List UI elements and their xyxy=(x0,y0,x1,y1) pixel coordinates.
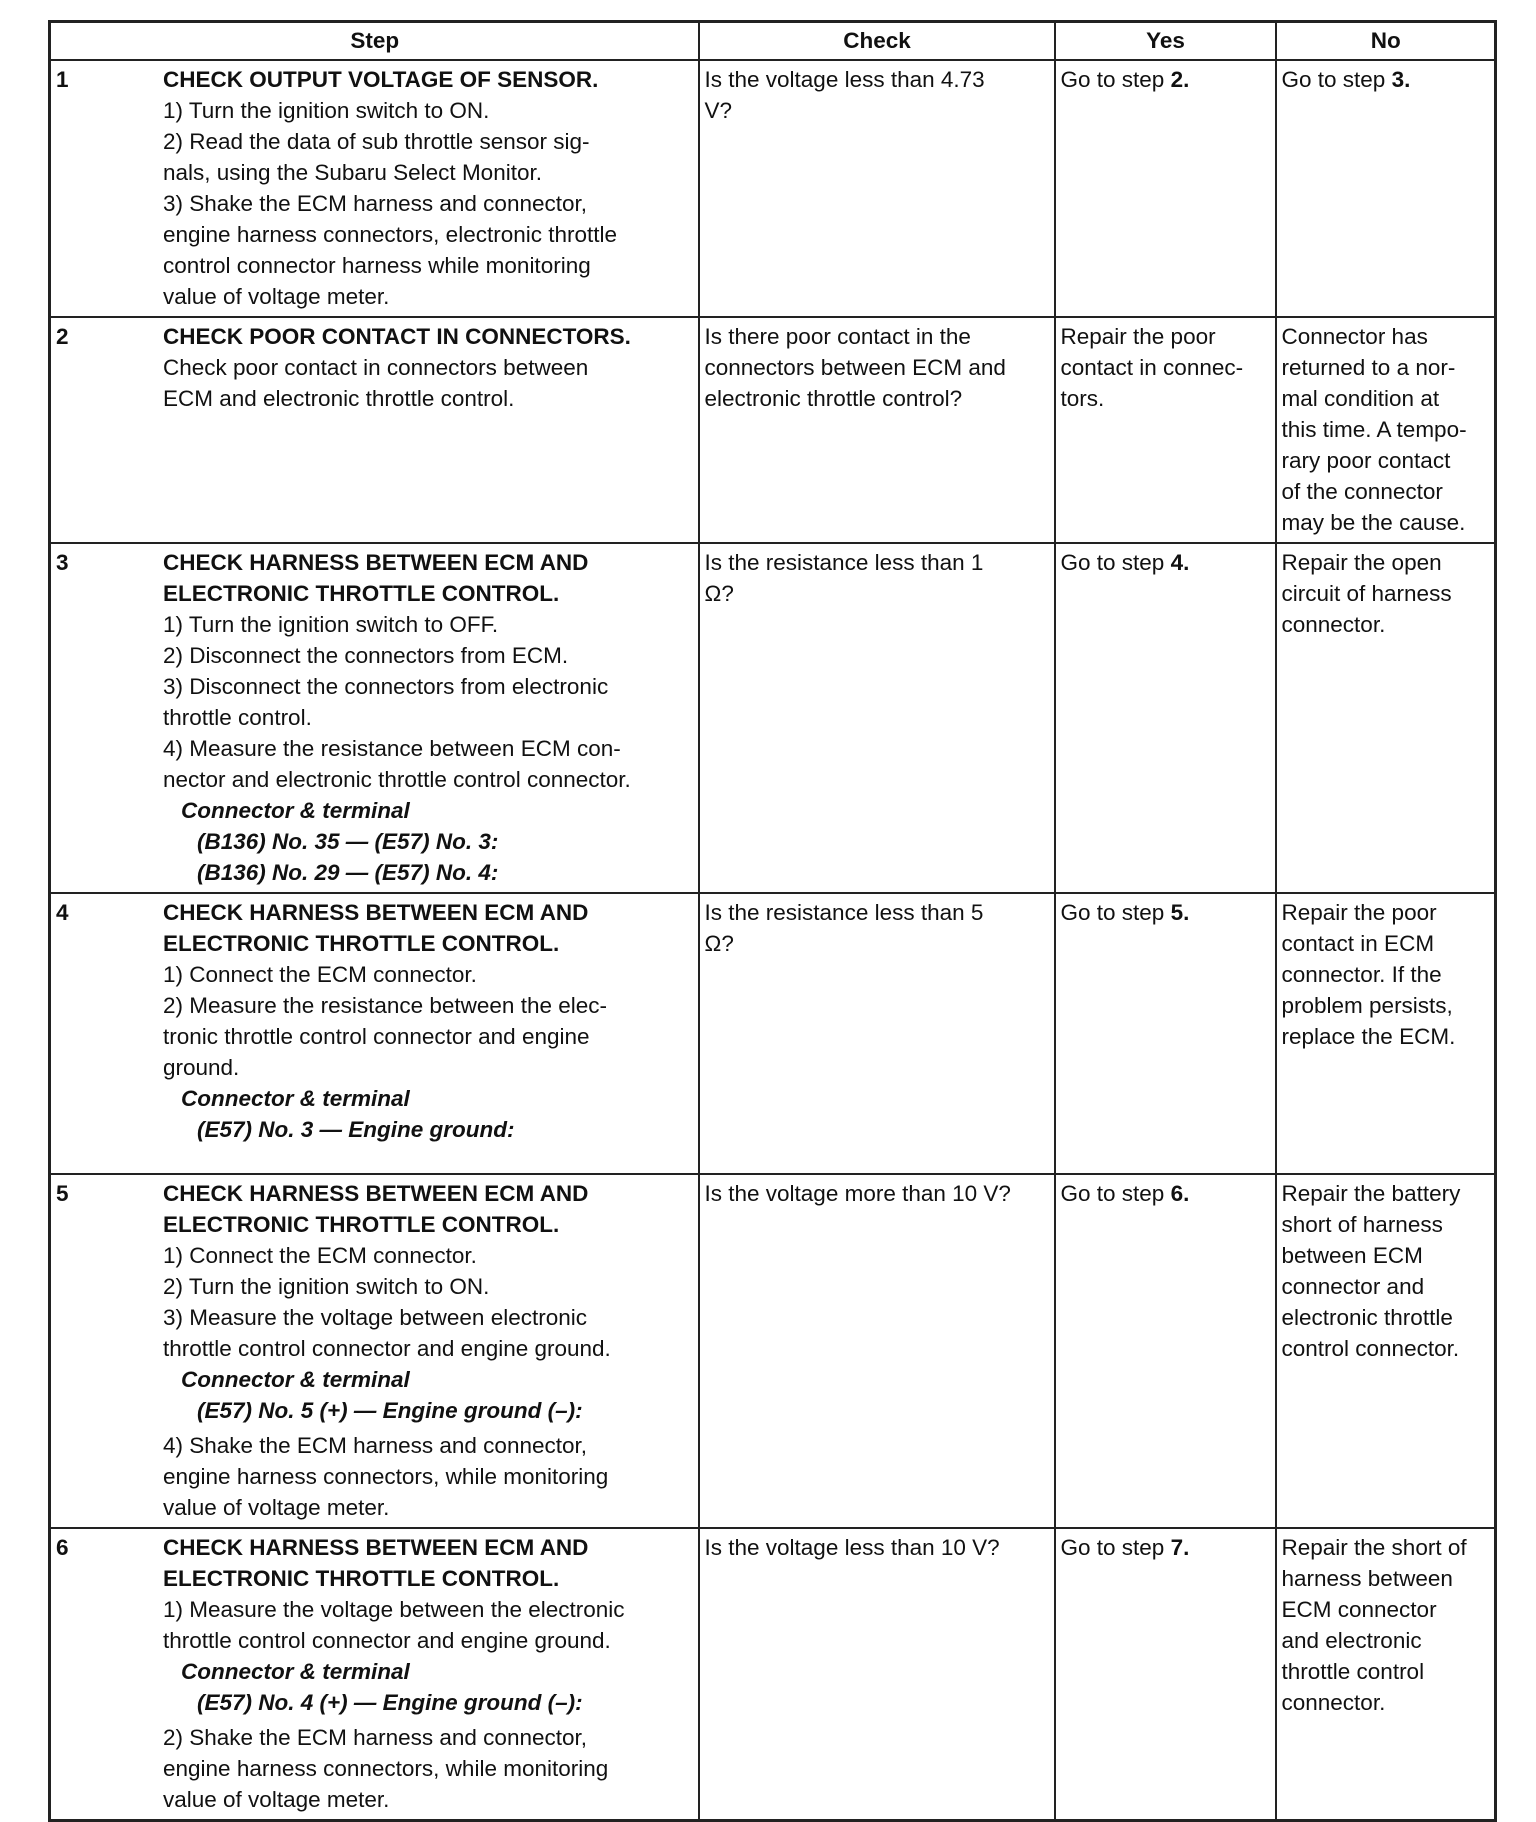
step-cell xyxy=(50,317,699,543)
step-text-line: nals, using the Subaru Select Monitor. xyxy=(163,160,542,185)
connector-label: Connector & terminal xyxy=(181,1367,410,1392)
table-row xyxy=(50,543,1496,893)
connector-label: Connector & terminal xyxy=(181,798,410,823)
check-cell: Is the resistance less than 1 Ω? xyxy=(699,543,1055,893)
step-text-line: 4) Measure the resistance between ECM con- xyxy=(163,736,621,761)
no-cell: Repair the open circuit of harness connector. xyxy=(1276,543,1496,893)
step-body xyxy=(161,544,698,892)
step-body xyxy=(161,894,698,1149)
step-text-line: 3) Measure the voltage between electronic xyxy=(163,1305,587,1330)
step-number: 6 xyxy=(56,1535,69,1560)
connector-terminal: (E57) No. 5 (+) — Engine ground (–): xyxy=(197,1398,583,1423)
connector-label: Connector & terminal xyxy=(181,1659,410,1684)
step-text-line: engine harness connectors, while monitoring xyxy=(163,1464,609,1489)
step-cell xyxy=(50,60,699,317)
goto-step-ref: 2. xyxy=(1170,67,1190,92)
check-cell: Is the voltage less than 10 V? xyxy=(699,1528,1055,1821)
step-text-line: 2) Read the data of sub throttle sensor sig- xyxy=(163,129,590,154)
check-cell: Is the resistance less than 5 Ω? xyxy=(699,893,1055,1174)
step-text-line: ground. xyxy=(163,1055,240,1080)
connector-label: Connector & terminal xyxy=(181,1086,410,1111)
step-number: 4 xyxy=(56,900,69,925)
step-text-line: control connector harness while monitoring xyxy=(163,253,591,278)
yes-cell: Go to step 4. xyxy=(1055,543,1276,893)
step-text-line: 2) Measure the resistance between the elec- xyxy=(163,993,607,1018)
no-cell: Repair the battery short of harness between ECM connector and electronic throttle control connector. xyxy=(1276,1174,1496,1528)
step-text-line: throttle control. xyxy=(163,705,312,730)
yes-cell: Go to step 6. xyxy=(1055,1174,1276,1528)
step-body xyxy=(161,61,698,316)
step-number: 5 xyxy=(56,1181,69,1206)
step-text-line: 1) Connect the ECM connector. xyxy=(163,1243,477,1268)
connector-terminal: (B136) No. 29 — (E57) No. 4: xyxy=(197,860,499,885)
step-text-line: engine harness connectors, electronic throttle xyxy=(163,222,618,247)
table-row xyxy=(50,60,1496,317)
no-cell: Repair the short of harness between ECM connector and electronic throttle control connector. xyxy=(1276,1528,1496,1821)
header-yes: Yes xyxy=(1055,22,1276,61)
header-check: Check xyxy=(699,22,1055,61)
step-number: 3 xyxy=(56,550,69,575)
goto-step-ref: 5. xyxy=(1170,900,1190,925)
step-title: CHECK HARNESS BETWEEN ECM AND xyxy=(163,900,589,925)
no-cell: Connector has returned to a nor- mal condition at this time. A tempo- rary poor contact of the connector may be the cause. xyxy=(1276,317,1496,543)
step-text-line: throttle control connector and engine ground. xyxy=(163,1628,611,1653)
step-cell xyxy=(50,543,699,893)
step-title: CHECK HARNESS BETWEEN ECM AND xyxy=(163,550,589,575)
step-text-line: ECM and electronic throttle control. xyxy=(163,386,515,411)
no-cell: Repair the poor contact in ECM connector. If the problem persists, replace the ECM. xyxy=(1276,893,1496,1174)
step-text-line: 4) Shake the ECM harness and connector, xyxy=(163,1433,587,1458)
yes-cell: Go to step 7. xyxy=(1055,1528,1276,1821)
goto-step-ref: 3. xyxy=(1391,67,1411,92)
step-text-line: engine harness connectors, while monitoring xyxy=(163,1756,609,1781)
check-cell: Is the voltage less than 4.73 V? xyxy=(699,60,1055,317)
diagnostic-table xyxy=(48,20,1497,1822)
step-body xyxy=(161,1175,698,1527)
yes-cell: Go to step 2. xyxy=(1055,60,1276,317)
step-text-line: 3) Shake the ECM harness and connector, xyxy=(163,191,587,216)
goto-step-ref: 4. xyxy=(1170,550,1190,575)
step-text-line: tronic throttle control connector and engine xyxy=(163,1024,590,1049)
step-title: ELECTRONIC THROTTLE CONTROL. xyxy=(163,1566,560,1591)
step-cell xyxy=(50,1528,699,1821)
connector-terminal: (B136) No. 35 — (E57) No. 3: xyxy=(197,829,499,854)
header-step: Step xyxy=(50,22,699,61)
step-text-line: 1) Turn the ignition switch to ON. xyxy=(163,98,490,123)
table-row xyxy=(50,1174,1496,1528)
yes-cell: Repair the poor contact in connec- tors. xyxy=(1055,317,1276,543)
goto-step-ref: 6. xyxy=(1170,1181,1190,1206)
step-title: ELECTRONIC THROTTLE CONTROL. xyxy=(163,581,560,606)
header-no: No xyxy=(1276,22,1496,61)
goto-step-ref: 7. xyxy=(1170,1535,1190,1560)
step-text-line: nector and electronic throttle control connector. xyxy=(163,767,631,792)
step-title: CHECK HARNESS BETWEEN ECM AND xyxy=(163,1535,589,1560)
step-cell xyxy=(50,893,699,1174)
step-text-line: 2) Disconnect the connectors from ECM. xyxy=(163,643,569,668)
step-title: CHECK POOR CONTACT IN CONNECTORS. xyxy=(163,324,631,349)
step-title: CHECK OUTPUT VOLTAGE OF SENSOR. xyxy=(163,67,599,92)
step-text-line: value of voltage meter. xyxy=(163,1787,390,1812)
step-number: 1 xyxy=(56,67,69,92)
table-row xyxy=(50,317,1496,543)
step-text-line: 1) Connect the ECM connector. xyxy=(163,962,477,987)
step-body xyxy=(161,318,698,418)
step-title: CHECK HARNESS BETWEEN ECM AND xyxy=(163,1181,589,1206)
step-text-line: 1) Turn the ignition switch to OFF. xyxy=(163,612,499,637)
step-number: 2 xyxy=(56,324,69,349)
no-cell: Go to step 3. xyxy=(1276,60,1496,317)
connector-terminal: (E57) No. 3 — Engine ground: xyxy=(197,1117,515,1142)
step-text-line: 2) Shake the ECM harness and connector, xyxy=(163,1725,587,1750)
step-text-line: 2) Turn the ignition switch to ON. xyxy=(163,1274,490,1299)
step-cell xyxy=(50,1174,699,1528)
table-header-row xyxy=(50,22,1496,61)
table-row xyxy=(50,1528,1496,1821)
step-text-line: value of voltage meter. xyxy=(163,1495,390,1520)
check-cell: Is the voltage more than 10 V? xyxy=(699,1174,1055,1528)
step-body xyxy=(161,1529,698,1819)
step-title: ELECTRONIC THROTTLE CONTROL. xyxy=(163,1212,560,1237)
connector-terminal: (E57) No. 4 (+) — Engine ground (–): xyxy=(197,1690,583,1715)
step-text-line: 1) Measure the voltage between the electronic xyxy=(163,1597,625,1622)
step-text-line: throttle control connector and engine ground. xyxy=(163,1336,611,1361)
step-text-line: 3) Disconnect the connectors from electronic xyxy=(163,674,609,699)
step-text-line: Check poor contact in connectors between xyxy=(163,355,589,380)
step-title: ELECTRONIC THROTTLE CONTROL. xyxy=(163,931,560,956)
table-row xyxy=(50,893,1496,1174)
yes-cell: Go to step 5. xyxy=(1055,893,1276,1174)
check-cell: Is there poor contact in the connectors between ECM and electronic throttle control? xyxy=(699,317,1055,543)
step-text-line: value of voltage meter. xyxy=(163,284,390,309)
